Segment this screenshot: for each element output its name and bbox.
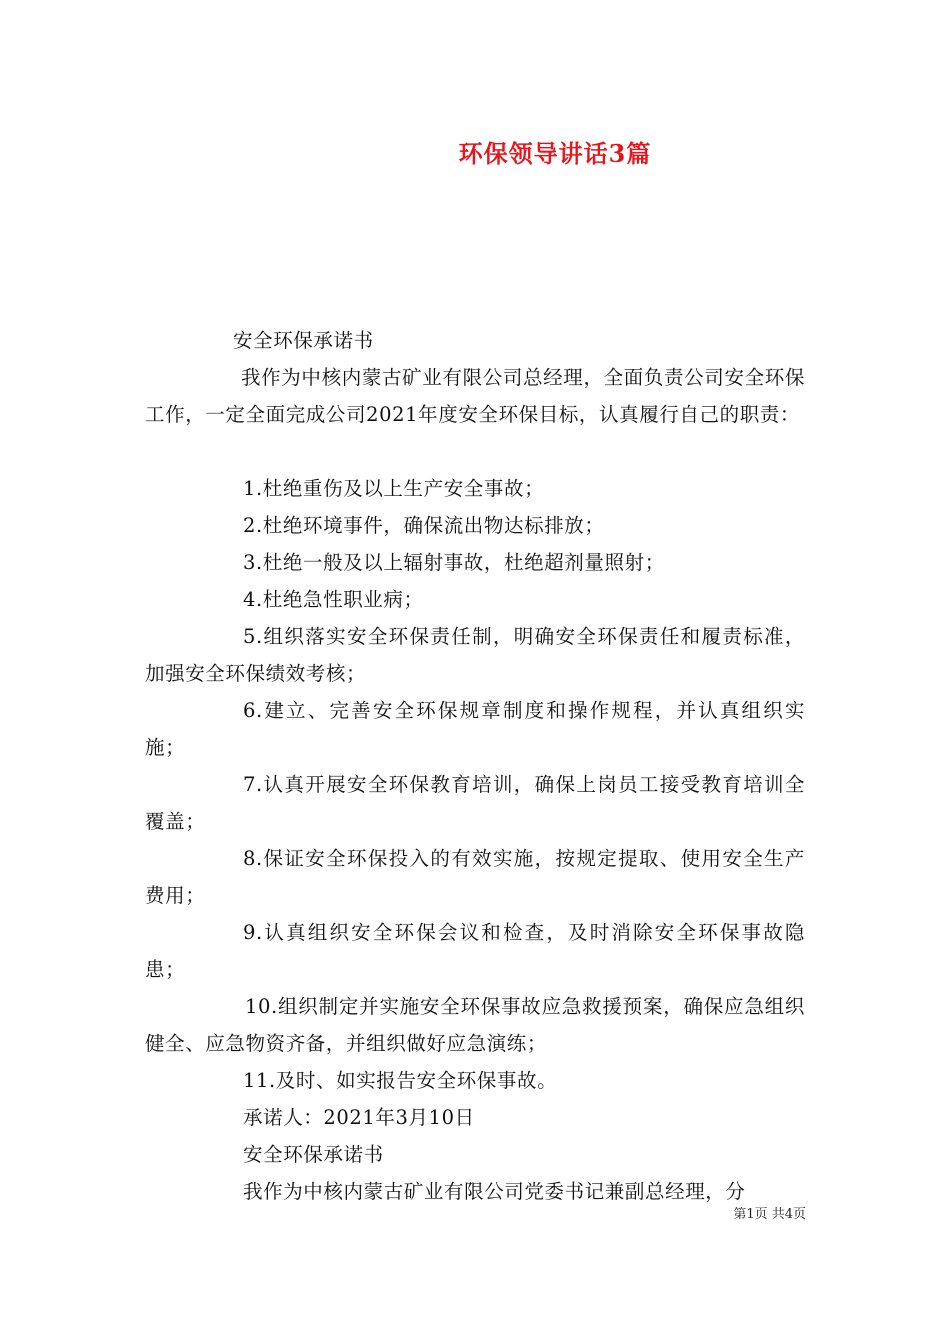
list-item-3: 3.杜绝一般及以上辐射事故，杜绝超剂量照射； [243, 551, 665, 574]
paragraph-intro-2: 我作为中核内蒙古矿业有限公司党委书记兼副总经理，分 [243, 1180, 746, 1203]
list-item-2: 2.杜绝环境事件，确保流出物达标排放； [243, 514, 605, 537]
list-item-10: 10.组织制定并实施安全环保事故应急救援预案，确保应急组织健全、应急物资齐备，并组织做好应急演练； [145, 995, 805, 1055]
document-title: 环保领导讲话3篇 [458, 139, 652, 168]
heading-pledge-2: 安全环保承诺书 [243, 1143, 384, 1166]
list-item-1: 1.杜绝重伤及以上生产安全事故； [243, 477, 545, 500]
signature-line: 承诺人：2021年3月10日 [243, 1106, 475, 1129]
list-item-7: 7.认真开展安全环保教育培训，确保上岗员工接受教育培训全覆盖； [145, 773, 805, 833]
paragraph-intro: 我作为中核内蒙古矿业有限公司总经理，全面负责公司安全环保工作，一定全面完成公司2021年度安全环保目标，认真履行自己的职责： [145, 366, 805, 426]
list-item-6: 6.建立、完善安全环保规章制度和操作规程，并认真组织实施； [145, 699, 805, 759]
list-item-5: 5.组织落实安全环保责任制，明确安全环保责任和履责标准，加强安全环保绩效考核； [145, 625, 805, 685]
list-item-8: 8.保证安全环保投入的有效实施，按规定提取、使用安全生产费用； [145, 847, 805, 907]
list-item-4: 4.杜绝急性职业病； [243, 588, 424, 611]
heading-pledge: 安全环保承诺书 [233, 329, 374, 352]
page-number: 第1页 共4页 [733, 1207, 806, 1222]
list-item-9: 9.认真组织安全环保会议和检查，及时消除安全环保事故隐患； [145, 921, 805, 981]
list-item-11: 11.及时、如实报告安全环保事故。 [243, 1069, 558, 1092]
